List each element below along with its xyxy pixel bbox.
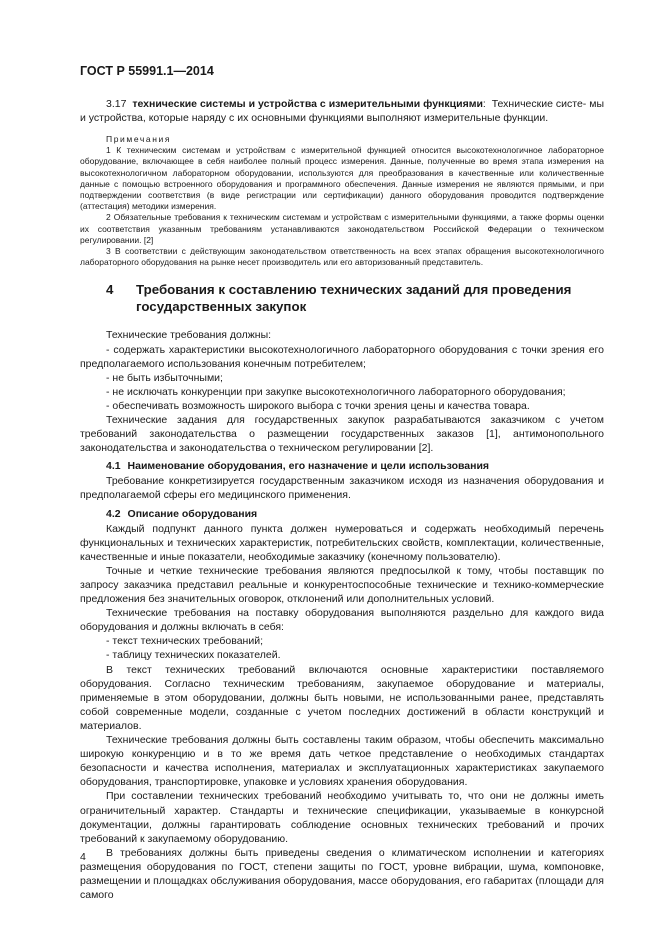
definition-number: 3.17 (106, 98, 127, 110)
subsection-4-1-number: 4.1 (106, 460, 121, 473)
subsection-4-2-title: Описание оборудования (127, 507, 258, 520)
subsection-4-2-p5: Технические требования должны быть составлены таким образом, чтобы обеспечить максимально широкую конкуренцию и в то же время дать четкое представление о необходимых стандартах безопасности и качества исполнения, материалах и эксплуатационных характеристиках закупаемого оборудования, транспортировке, упаковке и условиях хранения оборудования. (80, 734, 604, 789)
section-4-heading (80, 282, 604, 315)
note-3: 3 В соответствии с действующим законодательством ответственность на всех этапах обращения высокотехнологичного лабораторного оборудования на рынке несет производитель или его авторизованный представитель. (80, 246, 604, 268)
subsection-4-2-p3: Технические требования на поставку оборудования выполняются раздельно для каждого вида оборудования и должны включать в себя: (80, 607, 604, 634)
section-4-intro: Технические требования должны: (106, 329, 272, 342)
definition-term: технические системы и устройства с измерительными функциями (132, 98, 483, 110)
subsection-4-2-p2: Точные и четкие технические требования являются предпосылкой к тому, чтобы поставщик по запросу заказчика представил реальные и конкурентоспособные технические и технико-коммерческие предложения без значительных оговорок, отклонений или дополнительных условий. (80, 564, 604, 606)
subsection-4-2-p7: В требованиях должны быть приведены сведения о климатическом исполнении и категориях размещения оборудования по ГОСТ, степени защиты по ГОСТ, уровне вибрации, шума, компоновке, размещении и площадках обслуживания оборудования, массе оборудования, его габаритах (площади для самого (80, 846, 604, 902)
subsection-4-2-p4: В текст технических требований включаются основные характеристики поставляемого оборудования. Согласно техническим требованиям, закупаемое оборудование и материалы, применяемые в этом оборудовании, должны быть новыми, не использованными ранее, представлять собой современные модели, созданные с учетом последних достижений в области конструкций и материалов. (80, 663, 604, 732)
subsection-4-2-item-1: - текст технических требований; (106, 635, 264, 648)
note-1: 1 К техническим системам и устройствам с измерительной функцией относится высокотехнологичное лабораторное оборудование, включающее в себя наиболее полный процесс измерения. Данные, полученные во время этапа измерения на высокотехнологичном лабораторном оборудовании, используются для преобразования в качественные или количественные данные с помощью встроенного оборудования и программного обеспечения. Данные измерения не являются прямыми, и при подтверждении соответствия (в виде регистрации или сертификации) данного оборудования проводится подтверждение (аттестация) методики измерения. (80, 145, 604, 212)
subsection-4-2-p6: При составлении технических требований необходимо учитывать то, что они не должны иметь ограничительный характер. Стандарты и технические спецификации, указываемые в конкурсной документации, должны гарантировать соблюдение основных технических требований и прочих требований к закупаемому оборудованию. (80, 790, 604, 845)
subsection-4-1-title: Наименование оборудования, его назначение и цели использования (127, 460, 490, 473)
section-4-item-2: - не быть избыточными; (106, 371, 223, 384)
page-number: 4 (80, 851, 86, 863)
definition-text-rest: мы и устройства, которые наряду с их основными функциями выполняют измерительные функции. (80, 98, 604, 125)
note-2: 2 Обязательные требования к техническим системам и устройствам с измерительными функциями, а также формы оценки их соответствия указанным требованиям устанавливаются законодательством Российской Федерации о техническом регулировании. [2] (80, 212, 604, 245)
subsection-4-2-number: 4.2 (106, 507, 121, 520)
definition-3-17 (80, 97, 604, 125)
section-4-paragraph: Технические задания для государственных закупок разрабатываются заказчиком с учетом требований законодательства о размещении государственных заказов [1], антимонопольного законодательства и законодательства о техническом регулировании [2]. (80, 413, 604, 455)
section-4-item-4: - обеспечивать возможность широкого выбора с точки зрения цены и качества товара. (106, 399, 530, 412)
section-4-number: 4 (106, 282, 114, 298)
subsection-4-2-item-2: - таблицу технических показателей. (106, 649, 281, 662)
subsection-4-2-heading (106, 507, 604, 521)
definition-text-start: Технические систе- (491, 98, 587, 110)
subsection-4-1-paragraph: Требование конкретизируется государственным заказчиком исходя из назначения оборудования и предполагаемой сферы его медицинского применения. (80, 475, 604, 502)
section-4-item-1: - содержать характеристики высокотехнологичного лабораторного оборудования с точки зрения его предполагаемого использования конечным потребителем; (80, 343, 604, 370)
page-header: ГОСТ Р 55991.1—2014 (80, 64, 214, 78)
page-content (80, 97, 604, 902)
subsection-4-2-p1: Каждый подпункт данного пункта должен нумероваться и содержать необходимый перечень функциональных и технических характеристик, потребительских свойств, комплектации, количественные, качественные и иные показатели, необходимые заказчику (конечному пользователю). (80, 522, 604, 563)
definition-colon: : (482, 98, 486, 110)
section-4-item-3: - не исключать конкуренции при закупке высокотехнологичного лабораторного оборудования; (106, 385, 566, 398)
notes-title: Примечания (106, 134, 172, 145)
subsection-4-1-heading (106, 459, 604, 473)
section-4-title: Требования к составлению технических заданий для проведения государственных закупок (136, 282, 572, 314)
